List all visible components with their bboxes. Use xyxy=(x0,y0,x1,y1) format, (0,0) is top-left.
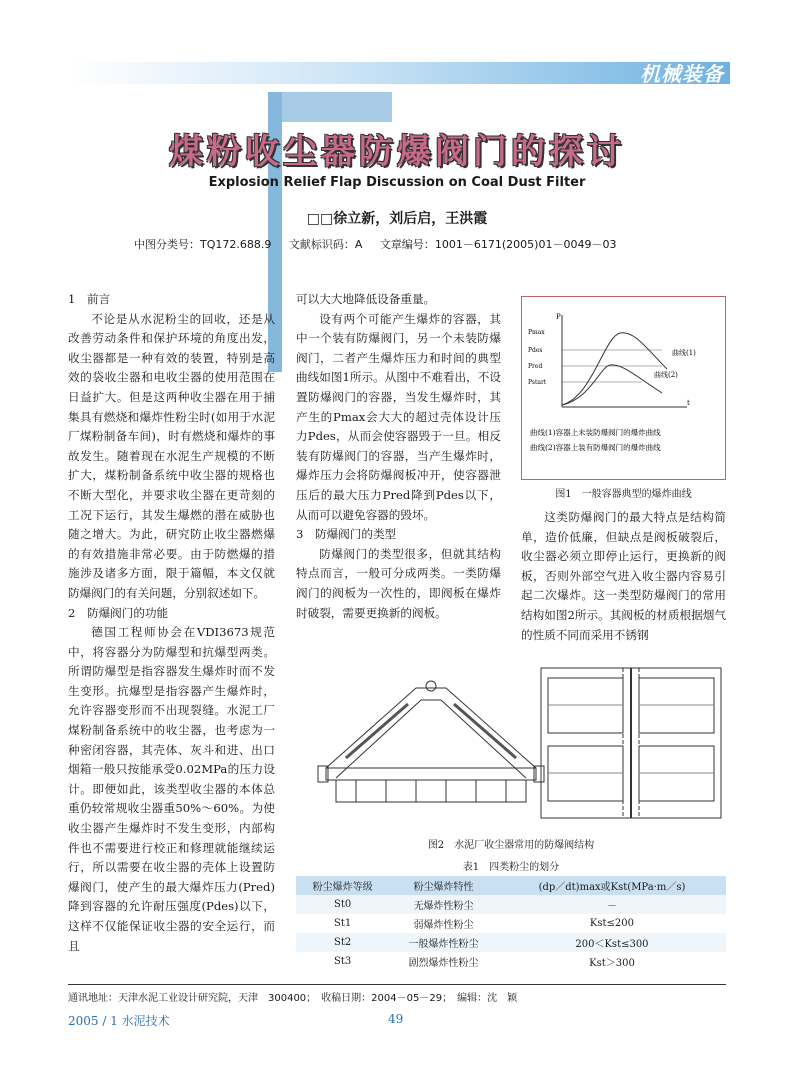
table-row xyxy=(296,933,726,952)
table-cell: － xyxy=(606,901,617,912)
article-title-english: Explosion Relief Flap Discussion on Coal Dust Filter xyxy=(208,175,586,190)
table-header-cell: (dp／dt)max或Kst(MPa·m／s) xyxy=(538,882,686,893)
figure-1-note-1: 曲线(1)容器上未装防爆阀门的爆炸曲线 xyxy=(530,428,661,437)
footnote-divider xyxy=(68,984,726,985)
figure-1-explosion-curves xyxy=(521,296,726,480)
header-band xyxy=(70,62,730,84)
curve-2-label: 曲线(2) xyxy=(654,371,678,379)
classification-line xyxy=(134,236,630,252)
table-cell: St1 xyxy=(333,918,352,929)
paragraph: 不论是从水泥粉尘的回收，还是从改善劳动条件和保护环境的角度出发，收尘器都是一种有效的装置，特别是高效的袋收尘器和电收尘器的使用范围在日益扩大。但是这两种收尘器在用于捕集具有燃烧和爆炸性粉尘时(如用于水泥厂煤粉制备车间)，时有燃烧和爆炸的事故发生。随着现在水泥生产规模的不断扩大，煤粉制备系统中收尘器的规格也不断大型化，并要求收尘器在更苛刻的工况下运行，其发生爆燃的潜在威胁也随之增大。为此，研究防止收尘器燃爆的有效措施非常必要。由于防燃爆的措施涉及诸多方面，限于篇幅，本文仅就防爆阀门的有关问题，分别叙述如下。 xyxy=(68,311,275,600)
section-heading: 3 防爆阀门的类型 xyxy=(296,527,397,542)
paragraph: 防爆阀门的类型很多，但就其结构特点而言，一般可分成两类。一类防爆阀门的阀板为一次性的，即阀板在爆炸时破裂，需要更换新的阀板。 xyxy=(296,546,501,620)
figure-2-valve-structure xyxy=(296,638,726,828)
figure-1-caption: 图1 一般容器典型的爆炸曲线 xyxy=(555,489,692,500)
y-label-pred: Pred xyxy=(528,363,543,370)
y-label-pmax: Pmax xyxy=(528,329,545,336)
decorative-bar xyxy=(282,92,392,122)
table-cell: 剧烈爆炸性粉尘 xyxy=(408,958,479,969)
paragraph: 可以大大地降低设备重量。 xyxy=(296,292,436,306)
table-row xyxy=(296,914,726,933)
dust-classification-table xyxy=(296,876,726,971)
text-column-3 xyxy=(521,508,726,645)
y-axis-label: P xyxy=(556,313,561,321)
table-cell: St0 xyxy=(333,899,352,910)
text-column-2 xyxy=(296,290,501,623)
table-cell: 200＜Kst≤300 xyxy=(575,939,649,950)
figure-2-caption: 图2 水泥厂收尘器常用的防爆阀结构 xyxy=(427,840,595,851)
table-cell: St2 xyxy=(333,937,352,948)
article-number: 文章编号：1001－6171(2005)01－0049－03 xyxy=(379,238,617,251)
classification-number: 中图分类号：TQ172.688.9 xyxy=(134,238,272,251)
y-label-pdes: Pdes xyxy=(528,347,543,354)
table-cell: 弱爆炸性粉尘 xyxy=(413,920,474,931)
figure-2-drawing xyxy=(296,638,726,828)
curve-1 xyxy=(562,333,667,405)
curve-2 xyxy=(562,365,662,405)
authors: □□徐立新，刘后启，王洪霞 xyxy=(306,211,488,227)
table-cell: Kst≤200 xyxy=(589,918,635,929)
curve-1-label: 曲线(1) xyxy=(672,349,696,357)
table-row xyxy=(296,895,726,914)
paragraph: 设有两个可能产生爆炸的容器，其中一个装有防爆阀门，另一个未装防爆阀门，二者产生爆炸压力和时间的典型曲线如图1所示。从图中不难看出，不设置防爆阀门的容器，当发生爆炸时，其产生的Pmax会大大的超过壳体设计压力Pdes，从而会使容器毁于一旦。相反装有防爆阀门的容器，当产生爆炸时，爆炸压力会将防爆阀板冲开，使容器泄压后的最大压力Pred降到Pdes以下，从而可以避免容器的毁坏。 xyxy=(296,311,501,522)
table-cell: Kst＞300 xyxy=(589,958,635,969)
paragraph: 德国工程师协会在VDI3673规范中，将容器分为防爆型和抗爆型两类。所谓防爆型是指容器发生爆炸时而不发生变形。抗爆型是指容器产生爆炸时，允许容器变形而不出现裂缝。水泥工厂煤粉制备系统中的收尘器，也考虑为一种密闭容器，其壳体、灰斗和进、出口烟箱一般只按能承受0.02MPa的压力设计。即便如此，该类型收尘器的本体总重仍较常规收尘器重50%～60%。为使收尘器产生爆炸时不发生变形，内部构件也不需要进行校正和修理就能继续运行，所以需要在收尘器的壳体上设置防爆阀门，使产生的最大爆炸压力(Pred)降到容器的允许耐压强度(Pdes)以下，这样不仅能保证收尘器的安全运行，而且 xyxy=(68,625,275,953)
table-header-row xyxy=(296,876,726,895)
footnote: 通讯地址：天津水泥工业设计研究院，天津 300400； 收稿日期：2004－05－29； 编辑：沈 颖 xyxy=(68,993,518,1004)
paragraph: 这类防爆阀门的最大特点是结构简单，造价低廉，但缺点是阀板破裂后，收尘器必须立即停止运行，更换新的阀板，否则外部空气进入收尘器内容易引起二次爆炸。这一类型防爆阀门的常用结构如图2所示。其阀板的材质根据烟气的性质不同而采用不锈钢 xyxy=(521,510,726,642)
article-title: 煤粉收尘器防爆阀门的探讨 xyxy=(169,132,625,172)
page-number: 49 xyxy=(388,1012,404,1026)
section-heading: 2 防爆阀门的功能 xyxy=(68,605,169,620)
table-1-title: 表1 四类粉尘的划分 xyxy=(462,862,560,873)
table-header-cell: 粉尘爆炸特性 xyxy=(413,882,474,893)
y-label-pstart: Pstart xyxy=(528,379,547,386)
x-axis-label: t xyxy=(687,399,690,407)
table-cell: 一般爆炸性粉尘 xyxy=(408,939,479,950)
valve-plan-view xyxy=(541,668,721,818)
figure-1-note-2: 曲线(2)容器上装有防爆阀门的爆炸曲线 xyxy=(530,443,661,452)
table-header-cell: 粉尘爆炸等级 xyxy=(312,882,373,893)
journal-section-label: 机械装备 xyxy=(640,62,724,86)
figure-1-plot xyxy=(522,297,725,479)
document-code: 文献标识码：A xyxy=(288,238,363,251)
section-heading: 1 前言 xyxy=(68,292,111,306)
text-column-1 xyxy=(68,290,275,956)
valve-roof-section xyxy=(318,681,544,802)
journal-issue: 2005 / 1 水泥技术 xyxy=(68,1014,170,1028)
table-cell: 无爆炸性粉尘 xyxy=(413,901,474,912)
table-row xyxy=(296,952,726,971)
table-cell: St3 xyxy=(333,956,352,967)
